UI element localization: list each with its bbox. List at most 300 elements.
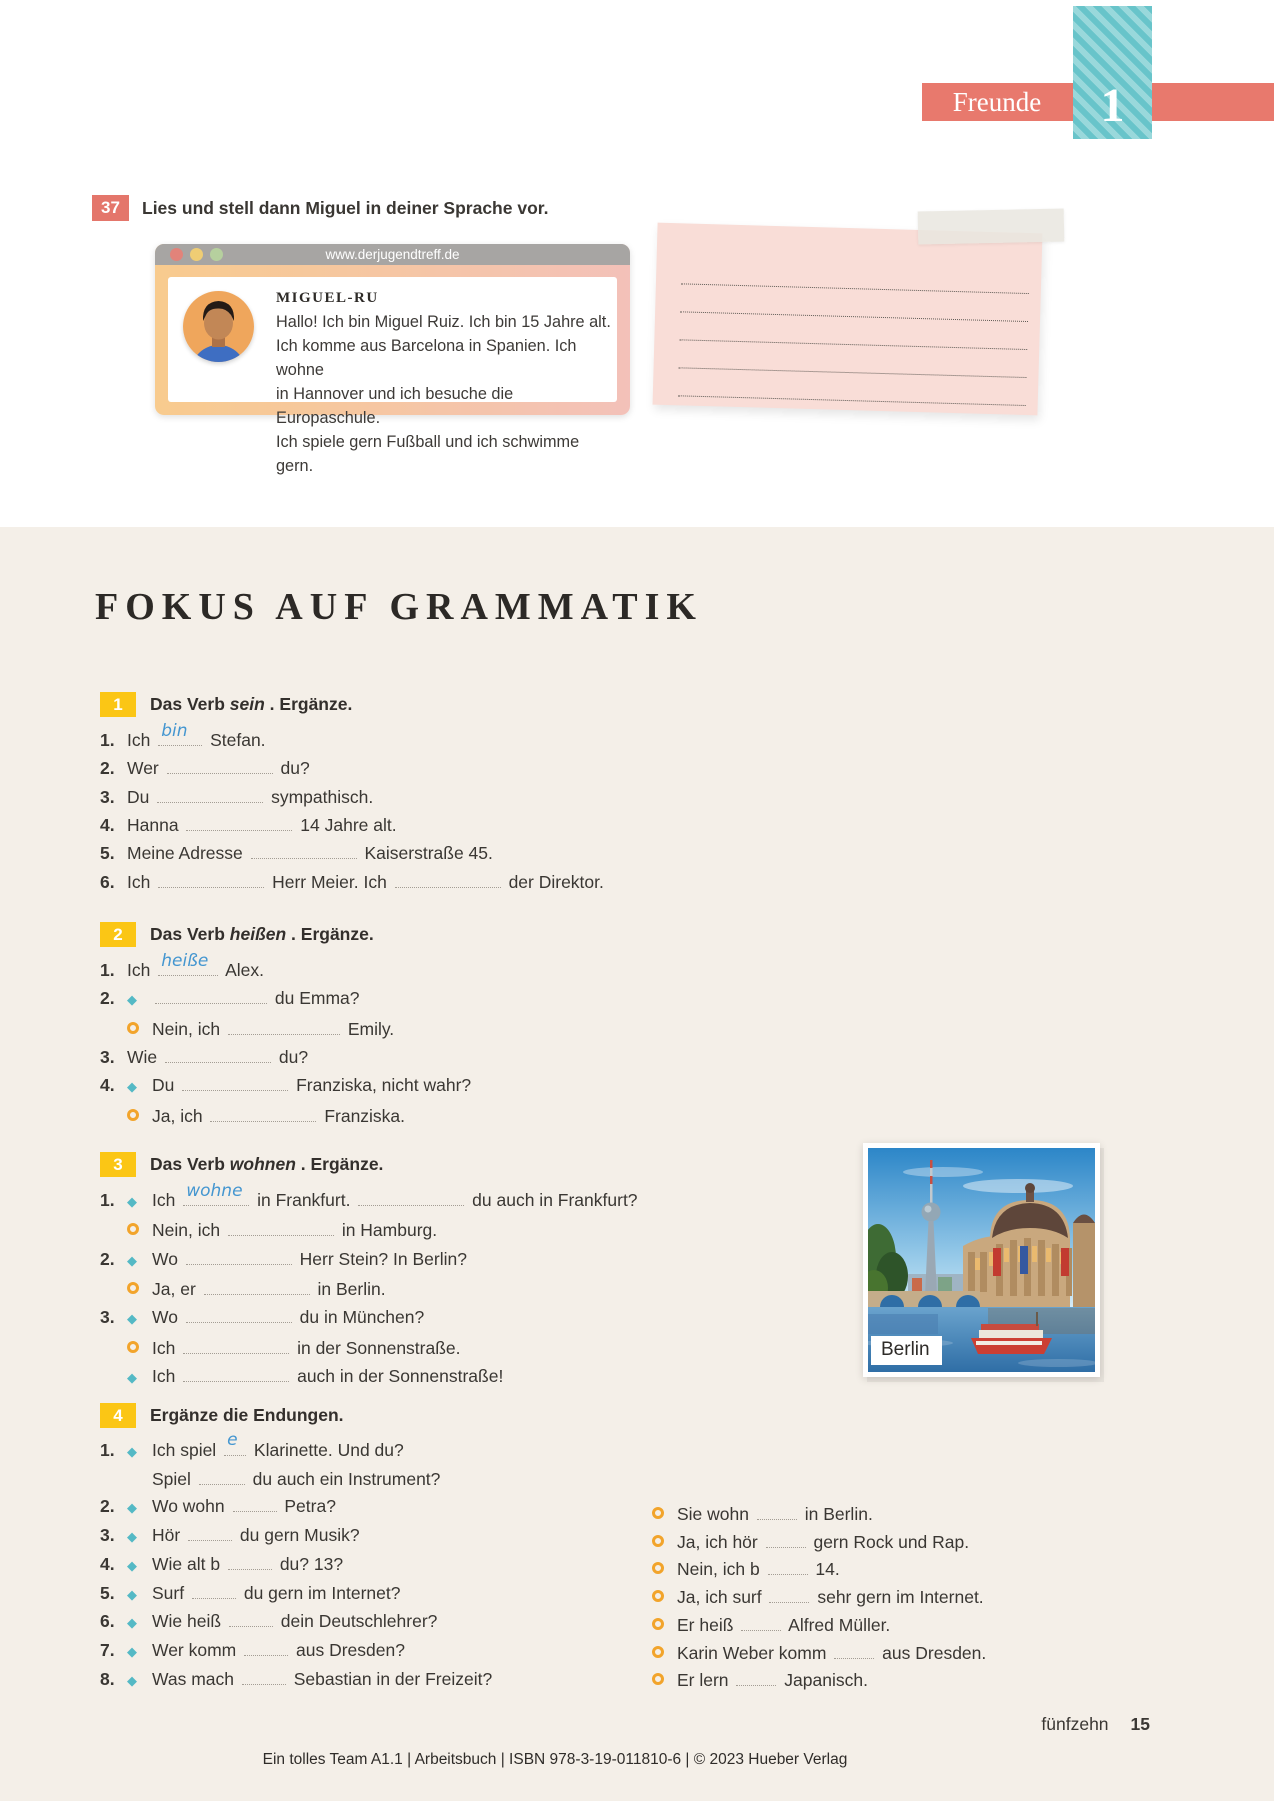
exercise-line bbox=[100, 783, 604, 811]
text-segment: in Frankfurt. bbox=[252, 1190, 356, 1210]
exercise-line bbox=[652, 1667, 986, 1695]
text-segment: Ich bbox=[152, 1366, 181, 1387]
text-segment: Surf bbox=[152, 1582, 189, 1603]
answer-blank[interactable] bbox=[155, 987, 267, 1004]
line-text bbox=[152, 1106, 405, 1126]
profile-text-line: Hallo! Ich bin Miguel Ruiz. Ich bin 15 Jahre alt. bbox=[276, 313, 611, 331]
page-number: 15 bbox=[1130, 1714, 1150, 1734]
diamond-bullet-icon: ◆ bbox=[127, 1643, 137, 1659]
exercise-column bbox=[100, 1430, 493, 1694]
text-segment: Herr Meier. Ich bbox=[267, 871, 392, 892]
exercise-3 bbox=[100, 1151, 638, 1392]
text-segment: wohnen bbox=[229, 1153, 301, 1174]
text-segment: Ich bbox=[152, 1337, 181, 1358]
exercise-line bbox=[100, 1245, 638, 1275]
text-segment: Stefan. bbox=[205, 730, 266, 750]
diamond-bullet-icon: ◆ bbox=[127, 1252, 137, 1268]
profile-card bbox=[168, 277, 617, 475]
line-number: 4. bbox=[100, 1553, 115, 1574]
exercise-line bbox=[652, 1556, 986, 1584]
text-segment: Ich bbox=[152, 1190, 181, 1210]
line-number: 2. bbox=[100, 758, 115, 779]
line-text bbox=[677, 1504, 873, 1524]
answer-blank[interactable] bbox=[158, 950, 218, 976]
text-segment: du gern Musik? bbox=[235, 1525, 360, 1546]
bullet-slot bbox=[127, 1637, 152, 1666]
text-segment: Ja, ich surf bbox=[677, 1587, 767, 1608]
line-number: 2. bbox=[100, 988, 115, 1009]
line-text bbox=[152, 1611, 437, 1631]
text-segment: Nein, ich bbox=[152, 1220, 225, 1241]
answer-blank[interactable] bbox=[158, 871, 264, 888]
text-segment: du gern im Internet? bbox=[238, 1582, 401, 1603]
text-segment: Ich spiel bbox=[152, 1440, 222, 1460]
text-segment: Du bbox=[152, 1075, 180, 1096]
exercise-line bbox=[100, 1180, 638, 1216]
answer-blank[interactable] bbox=[766, 1531, 806, 1548]
exercise-line bbox=[100, 1551, 492, 1580]
exercise-line bbox=[100, 1608, 492, 1637]
text-segment: Kaiserstraße 45. bbox=[359, 843, 493, 864]
text-segment: . Ergänze. bbox=[300, 1153, 384, 1174]
text-segment: Das Verb bbox=[150, 1153, 230, 1174]
bullet-slot bbox=[127, 1666, 152, 1695]
diamond-bullet-icon: ◆ bbox=[127, 1079, 137, 1095]
line-text bbox=[127, 758, 310, 778]
answer-blank[interactable] bbox=[228, 1018, 340, 1035]
bullet-slot bbox=[652, 1556, 677, 1584]
line-text bbox=[152, 1469, 440, 1489]
answer-blank[interactable] bbox=[768, 1558, 808, 1575]
text-segment: Klarinette. Und du? bbox=[249, 1440, 404, 1460]
text-segment: du? 13? bbox=[274, 1553, 344, 1574]
text-segment: Hanna bbox=[127, 815, 184, 836]
exercise-column bbox=[100, 720, 604, 896]
text-segment: Sie wohn bbox=[677, 1504, 754, 1524]
answer-blank[interactable] bbox=[183, 1365, 289, 1382]
text-segment: aus Dresden? bbox=[291, 1639, 405, 1660]
text-segment: 14. bbox=[810, 1559, 840, 1580]
bullet-slot bbox=[127, 1245, 152, 1275]
exercise-line bbox=[100, 950, 471, 984]
line-number: 5. bbox=[100, 1582, 115, 1603]
text-segment: Japanisch. bbox=[779, 1670, 868, 1691]
bullet-slot bbox=[127, 1071, 152, 1101]
answer-blank[interactable] bbox=[210, 1105, 316, 1122]
exercise-line bbox=[100, 1015, 471, 1043]
bullet-slot bbox=[127, 1580, 152, 1609]
circle-bullet-icon bbox=[652, 1590, 664, 1602]
exercise-number-badge: 1 bbox=[100, 692, 136, 717]
line-number: 6. bbox=[100, 1611, 115, 1632]
line-text bbox=[127, 815, 397, 835]
answer-blank[interactable] bbox=[228, 1553, 272, 1570]
line-number: 1. bbox=[100, 1440, 115, 1460]
circle-bullet-icon bbox=[652, 1618, 664, 1630]
exercise-line bbox=[100, 984, 471, 1014]
text-segment: Wo bbox=[152, 1307, 183, 1328]
answer-blank[interactable] bbox=[183, 1337, 289, 1354]
line-text bbox=[677, 1532, 969, 1552]
line-number: 2. bbox=[100, 1248, 115, 1269]
answer-blank[interactable] bbox=[228, 1219, 334, 1236]
answer-blank[interactable] bbox=[158, 720, 202, 746]
exercise-number-badge: 3 bbox=[100, 1152, 136, 1177]
answer-blank[interactable] bbox=[186, 814, 292, 831]
text-segment: Wie heiß bbox=[152, 1611, 226, 1632]
bullet-slot bbox=[127, 1551, 152, 1580]
bullet-slot bbox=[127, 1362, 152, 1392]
exercise-line bbox=[100, 1493, 492, 1522]
exercise-line bbox=[100, 1522, 492, 1551]
line-number: 4. bbox=[100, 1075, 115, 1096]
line-number: 8. bbox=[100, 1668, 115, 1689]
circle-bullet-icon bbox=[127, 1022, 139, 1034]
line-text bbox=[152, 1279, 386, 1299]
answer-blank[interactable] bbox=[834, 1642, 874, 1659]
exercise-line bbox=[100, 811, 604, 839]
text-segment: gern Rock und Rap. bbox=[808, 1531, 970, 1552]
profile-text-line: in Hannover und ich besuche die Europaschule. bbox=[276, 385, 514, 427]
bullet-slot bbox=[127, 1303, 152, 1333]
exercise-line bbox=[100, 1637, 492, 1666]
notepad-line[interactable] bbox=[681, 283, 1029, 294]
line-text bbox=[677, 1670, 868, 1690]
berlin-caption: Berlin bbox=[871, 1336, 942, 1365]
page-number-word: fünfzehn bbox=[1041, 1714, 1109, 1734]
notepad[interactable] bbox=[653, 223, 1043, 416]
diamond-bullet-icon: ◆ bbox=[127, 1672, 137, 1688]
line-text bbox=[152, 1366, 503, 1386]
line-text bbox=[127, 872, 604, 892]
profile-text bbox=[276, 310, 617, 478]
berlin-photo bbox=[863, 1143, 1100, 1377]
text-segment: dein Deutschlehrer? bbox=[275, 1611, 438, 1632]
answer-blank[interactable] bbox=[251, 842, 357, 859]
text-segment: Ich bbox=[127, 960, 156, 980]
url-text: www.derjugendtreff.de bbox=[325, 247, 460, 262]
text-segment: Er heiß bbox=[677, 1614, 739, 1635]
line-text bbox=[152, 1338, 461, 1358]
answer-blank[interactable] bbox=[358, 1189, 464, 1206]
text-segment: auch in der Sonnenstraße! bbox=[292, 1366, 504, 1387]
exercise-1 bbox=[100, 691, 604, 896]
line-text bbox=[152, 1583, 400, 1603]
circle-bullet-icon bbox=[127, 1223, 139, 1235]
answer-blank[interactable] bbox=[167, 757, 273, 774]
exercise-2 bbox=[100, 921, 471, 1130]
text-segment: Das Verb bbox=[150, 923, 230, 944]
line-text bbox=[677, 1643, 986, 1663]
line-text bbox=[152, 1496, 336, 1516]
answer-blank[interactable] bbox=[186, 1306, 292, 1323]
bullet-slot bbox=[652, 1612, 677, 1640]
text-segment: in Berlin. bbox=[312, 1279, 386, 1300]
text-segment: sympathisch. bbox=[266, 786, 374, 807]
diamond-bullet-icon: ◆ bbox=[127, 1500, 137, 1516]
exercise-line bbox=[100, 1334, 638, 1362]
exercise-line bbox=[100, 1216, 638, 1244]
line-text bbox=[152, 1180, 638, 1210]
line-text bbox=[677, 1587, 984, 1607]
line-text bbox=[677, 1559, 840, 1579]
bullet-slot bbox=[652, 1584, 677, 1612]
answer-blank[interactable] bbox=[233, 1495, 277, 1512]
handwritten-answer: bin bbox=[161, 720, 188, 741]
imprint-line: Ein tolles Team A1.1 | Arbeitsbuch | ISBN 978-3-19-011810-6 | © 2023 Hueber Verlag bbox=[262, 1751, 848, 1768]
browser-titlebar bbox=[155, 244, 630, 265]
exercise-number-badge: 2 bbox=[100, 922, 136, 947]
line-number: 5. bbox=[100, 843, 115, 864]
text-segment: Ja, ich hör bbox=[677, 1531, 763, 1552]
exercise-line bbox=[100, 1580, 492, 1609]
text-segment: Herr Stein? In Berlin? bbox=[294, 1248, 467, 1269]
text-segment: Wie bbox=[127, 1047, 162, 1068]
text-segment: Emily. bbox=[342, 1018, 395, 1039]
handwritten-answer: wohne bbox=[186, 1180, 243, 1201]
text-segment: Was mach bbox=[152, 1668, 239, 1689]
exercise-line bbox=[100, 1071, 471, 1101]
exercise-line bbox=[100, 1466, 492, 1494]
text-segment: in Hamburg. bbox=[336, 1220, 438, 1241]
line-number: 7. bbox=[100, 1639, 115, 1660]
line-text bbox=[127, 950, 265, 980]
text-segment: Wie alt b bbox=[152, 1553, 225, 1574]
text-segment: Meine Adresse bbox=[127, 843, 248, 864]
bullet-slot bbox=[652, 1667, 677, 1695]
text-segment: Ja, ich bbox=[152, 1105, 208, 1126]
diamond-bullet-icon: ◆ bbox=[127, 1615, 137, 1631]
exercise-line bbox=[100, 720, 604, 754]
line-text bbox=[152, 1019, 394, 1039]
answer-blank[interactable] bbox=[224, 1430, 246, 1456]
exercise-line bbox=[100, 1275, 638, 1303]
text-segment: Franziska. bbox=[319, 1105, 406, 1126]
line-text bbox=[127, 843, 493, 863]
line-text bbox=[152, 1640, 405, 1660]
text-segment: du auch in Frankfurt? bbox=[467, 1190, 638, 1210]
exercise-line bbox=[100, 868, 604, 896]
bullet-slot bbox=[127, 1015, 152, 1043]
text-segment: 14 Jahre alt. bbox=[295, 815, 397, 836]
diamond-bullet-icon: ◆ bbox=[127, 1194, 137, 1209]
circle-bullet-icon bbox=[652, 1673, 664, 1685]
exercise-number-badge: 37 bbox=[92, 195, 129, 221]
line-text bbox=[152, 1430, 404, 1460]
text-segment: Spiel bbox=[152, 1468, 196, 1489]
answer-blank[interactable] bbox=[188, 1524, 232, 1541]
answer-blank[interactable] bbox=[244, 1639, 288, 1656]
exercise-header bbox=[100, 691, 604, 717]
exercise-title bbox=[150, 1154, 383, 1175]
circle-bullet-icon bbox=[652, 1507, 664, 1519]
exercise-line bbox=[652, 1640, 986, 1668]
answer-blank[interactable] bbox=[183, 1180, 249, 1206]
diamond-bullet-icon: ◆ bbox=[127, 1370, 137, 1386]
profile-name: MIGUEL-RU bbox=[276, 290, 379, 306]
line-text bbox=[127, 1047, 308, 1067]
diamond-bullet-icon: ◆ bbox=[127, 1444, 137, 1459]
answer-blank[interactable] bbox=[186, 1248, 292, 1265]
circle-bullet-icon bbox=[127, 1282, 139, 1294]
line-number: 2. bbox=[100, 1496, 115, 1517]
answer-blank[interactable] bbox=[204, 1278, 310, 1295]
unit-number-tab bbox=[1073, 6, 1152, 139]
answer-blank[interactable] bbox=[199, 1468, 245, 1485]
bullet-slot bbox=[127, 1216, 152, 1244]
text-segment: Karin Weber komm bbox=[677, 1642, 832, 1663]
text-segment: du? bbox=[274, 1047, 309, 1068]
exercise-line bbox=[652, 1501, 986, 1529]
text-segment: Ja, er bbox=[152, 1279, 201, 1300]
exercise-column bbox=[652, 1501, 986, 1695]
diamond-bullet-icon: ◆ bbox=[127, 1557, 137, 1573]
bullet-slot bbox=[652, 1529, 677, 1557]
bullet-slot bbox=[652, 1501, 677, 1529]
answer-blank[interactable] bbox=[736, 1669, 776, 1686]
answer-blank[interactable] bbox=[741, 1614, 781, 1631]
bullet-slot bbox=[127, 1437, 152, 1466]
answer-blank[interactable] bbox=[182, 1074, 288, 1091]
line-number: 3. bbox=[100, 1307, 115, 1328]
notepad-line[interactable] bbox=[680, 311, 1028, 322]
answer-blank[interactable] bbox=[157, 786, 263, 803]
exercise-line bbox=[652, 1612, 986, 1640]
line-text bbox=[152, 1525, 360, 1545]
bullet-slot bbox=[127, 1275, 152, 1303]
exercise-number-badge: 4 bbox=[100, 1403, 136, 1428]
exercise-line bbox=[100, 1430, 492, 1466]
line-number: 3. bbox=[100, 786, 115, 807]
line-text bbox=[152, 1307, 424, 1327]
answer-blank[interactable] bbox=[165, 1046, 271, 1063]
circle-bullet-icon bbox=[652, 1535, 664, 1547]
exercise-column bbox=[100, 1180, 638, 1392]
exercise-title bbox=[150, 694, 352, 715]
diamond-bullet-icon: ◆ bbox=[127, 1311, 137, 1327]
line-number: 1. bbox=[100, 730, 115, 750]
line-text bbox=[127, 787, 373, 807]
bullet-slot bbox=[127, 1608, 152, 1637]
exercise-line bbox=[100, 1043, 471, 1071]
unit-title: Freunde bbox=[952, 87, 1042, 117]
text-segment: du Emma? bbox=[270, 988, 360, 1009]
text-segment: . Ergänze. bbox=[291, 923, 374, 944]
notepad-line[interactable] bbox=[678, 395, 1026, 406]
text-segment: Franziska, nicht wahr? bbox=[291, 1075, 472, 1096]
line-number: 1. bbox=[100, 1190, 115, 1210]
profile-text-line: Ich spiele gern Fußball und ich schwimme gern. bbox=[276, 433, 580, 475]
text-segment: Alex. bbox=[221, 960, 265, 980]
exercise-title bbox=[150, 924, 374, 945]
text-segment: Du bbox=[127, 786, 155, 807]
text-segment: Wo wohn bbox=[152, 1496, 230, 1517]
answer-blank[interactable] bbox=[395, 871, 501, 888]
text-segment: in der Sonnenstraße. bbox=[292, 1337, 461, 1358]
exercise-line bbox=[100, 1303, 638, 1333]
exercise-line bbox=[100, 839, 604, 867]
text-segment: Alfred Müller. bbox=[784, 1614, 891, 1635]
text-segment: Nein, ich b bbox=[677, 1559, 765, 1580]
exercise-header bbox=[100, 1402, 492, 1428]
text-segment: Petra? bbox=[279, 1496, 336, 1517]
text-segment: in Berlin. bbox=[799, 1504, 873, 1524]
diamond-bullet-icon: ◆ bbox=[127, 1586, 137, 1602]
text-segment: sein bbox=[229, 693, 270, 714]
text-segment: Sebastian in der Freizeit? bbox=[288, 1668, 493, 1689]
line-number: 1. bbox=[100, 960, 115, 980]
text-segment: Ergänze die Endungen. bbox=[150, 1404, 344, 1425]
avatar-illustration bbox=[183, 291, 254, 362]
bullet-slot bbox=[127, 1102, 152, 1130]
text-segment: Hör bbox=[152, 1525, 186, 1546]
text-segment: du auch ein Instrument? bbox=[247, 1468, 441, 1489]
answer-blank[interactable] bbox=[192, 1582, 236, 1599]
line-text bbox=[152, 1554, 343, 1574]
text-segment: der Direktor. bbox=[503, 871, 604, 892]
bullet-slot bbox=[127, 984, 152, 1014]
line-text bbox=[152, 1669, 492, 1689]
answer-blank[interactable] bbox=[769, 1586, 809, 1603]
line-text bbox=[152, 988, 359, 1008]
exercise-4 bbox=[100, 1402, 987, 1694]
notepad-line[interactable] bbox=[679, 367, 1027, 378]
exercise-header bbox=[100, 921, 471, 947]
line-number: 3. bbox=[100, 1525, 115, 1546]
bullet-slot bbox=[127, 1493, 152, 1522]
grammar-section-heading: FOKUS AUF GRAMMATIK bbox=[95, 586, 703, 628]
line-number: 4. bbox=[100, 815, 115, 836]
exercise-column bbox=[100, 950, 472, 1130]
bullet-slot bbox=[652, 1640, 677, 1668]
text-segment: Ich bbox=[127, 871, 156, 892]
exercise-line bbox=[100, 754, 604, 782]
text-segment: heißen bbox=[229, 923, 292, 944]
avatar bbox=[183, 291, 254, 362]
answer-blank[interactable] bbox=[229, 1610, 273, 1627]
bullet-slot bbox=[127, 1186, 152, 1216]
text-segment: Ich bbox=[127, 730, 156, 750]
notepad-line[interactable] bbox=[679, 339, 1027, 350]
line-number: 6. bbox=[100, 871, 115, 892]
line-text bbox=[677, 1615, 890, 1635]
line-text bbox=[152, 1075, 471, 1095]
text-segment: du? bbox=[275, 758, 310, 779]
page-number-row bbox=[1023, 1714, 1150, 1735]
exercise-line bbox=[100, 1362, 638, 1392]
tape-decoration bbox=[918, 208, 1065, 244]
circle-bullet-icon bbox=[127, 1109, 139, 1121]
text-segment: sehr gern im Internet. bbox=[812, 1587, 984, 1608]
unit-number: 1 bbox=[1100, 79, 1125, 132]
answer-blank[interactable] bbox=[757, 1503, 797, 1520]
line-text bbox=[152, 1220, 437, 1240]
exercise-line bbox=[652, 1529, 986, 1557]
bullet-slot bbox=[127, 1334, 152, 1362]
exercise-line bbox=[100, 1102, 471, 1130]
exercise-instruction: Lies und stell dann Miguel in deiner Sprache vor. bbox=[142, 197, 549, 218]
exercise-title bbox=[150, 1405, 344, 1426]
circle-bullet-icon bbox=[652, 1646, 664, 1658]
circle-bullet-icon bbox=[127, 1341, 139, 1353]
line-text bbox=[152, 1249, 467, 1269]
text-segment: Er lern bbox=[677, 1670, 734, 1691]
text-segment: Wo bbox=[152, 1248, 183, 1269]
text-segment: Wer komm bbox=[152, 1639, 242, 1660]
answer-blank[interactable] bbox=[242, 1668, 286, 1685]
handwritten-answer: heiße bbox=[161, 950, 209, 971]
text-segment: . Ergänze. bbox=[269, 693, 353, 714]
